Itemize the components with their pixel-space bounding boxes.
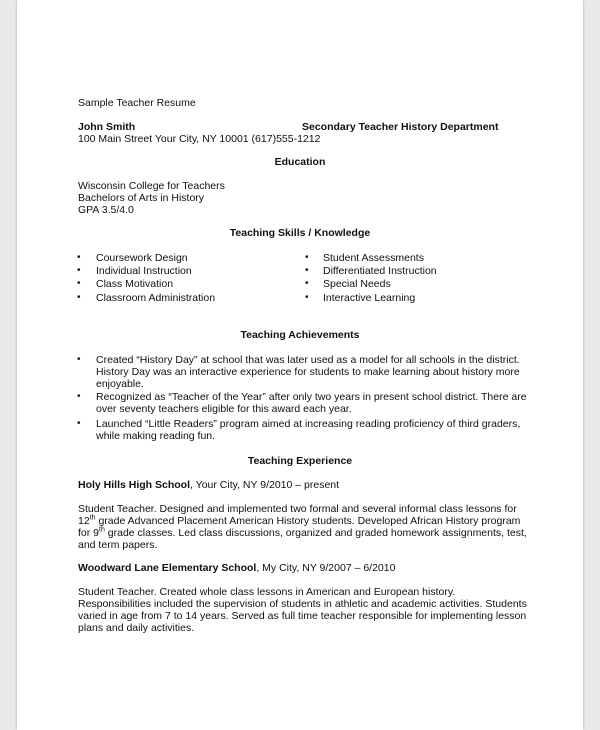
job-description-line: Responsibilities included the supervision of students in athletic and academic activities. Students	[78, 598, 527, 610]
skill-item: Student Assessments	[323, 252, 424, 264]
job-description-line: plans and daily activities.	[78, 622, 195, 634]
skill-item: Interactive Learning	[323, 292, 416, 304]
text-run: Student Teacher. Designed and implemented two formal and several informal class lessons for	[78, 503, 517, 515]
skill-item: Differentiated Instruction	[323, 265, 437, 277]
job-description-line	[78, 515, 520, 527]
achievement-line: over seventy teachers eligible for this award each year.	[96, 403, 352, 415]
school-name: Woodward Lane Elementary School	[78, 562, 257, 574]
achievement-line: Recognized as “Teacher of the Year” after only two years in present school district. There are	[96, 391, 527, 403]
achievement-line: while making reading fun.	[96, 430, 216, 442]
skill-item: Classroom Administration	[96, 292, 216, 304]
job-location-dates: , My City, NY 9/2007 – 6/2010	[256, 562, 396, 574]
job-header	[78, 562, 395, 574]
achievement-line: enjoyable.	[96, 378, 144, 390]
achievement-line: History Day was an interactive experience for students to make learning about history more	[96, 366, 520, 378]
text-run: grade classes. Led class discussions, organized and graded homework assignments, test,	[104, 527, 527, 539]
candidate-name: John Smith	[78, 121, 136, 133]
school-name: Holy Hills High School	[78, 479, 191, 491]
position-title: Secondary Teacher History Department	[302, 121, 499, 133]
bullet-icon: •	[77, 391, 81, 402]
education-heading: Education	[274, 156, 326, 168]
bullet-icon: •	[305, 278, 309, 289]
skill-item: Coursework Design	[96, 252, 188, 264]
job-header	[78, 479, 339, 491]
achievement-line: Launched “Little Readers” program aimed at increasing reading proficiency of third graders,	[96, 418, 521, 430]
bullet-icon: •	[77, 418, 81, 429]
bullet-icon: •	[77, 252, 81, 263]
job-location-dates: , Your City, NY 9/2010 – present	[190, 479, 340, 491]
ordinal-suffix: th	[99, 526, 105, 534]
bullet-icon: •	[77, 265, 81, 276]
bullet-icon: •	[77, 292, 81, 303]
job-description-line	[78, 527, 527, 539]
education-line: GPA 3.5/4.0	[78, 204, 134, 216]
skill-item: Special Needs	[323, 278, 391, 290]
text-run: grade Advanced Placement American History students. Developed African History program	[95, 515, 521, 527]
job-description-line	[78, 539, 157, 551]
education-line: Bachelors of Arts in History	[78, 192, 205, 204]
skill-item: Individual Instruction	[96, 265, 192, 277]
document-title: Sample Teacher Resume	[78, 97, 196, 109]
skills-heading: Teaching Skills / Knowledge	[229, 227, 371, 239]
bullet-icon: •	[305, 292, 309, 303]
job-description-line	[78, 503, 517, 515]
bullet-icon: •	[305, 265, 309, 276]
bullet-icon: •	[77, 278, 81, 289]
bullet-icon: •	[305, 252, 309, 263]
achievements-heading: Teaching Achievements	[240, 329, 360, 341]
contact-line: 100 Main Street Your City, NY 10001 (617)555-1212	[78, 133, 321, 145]
resume-page	[17, 0, 583, 730]
text-run: for 9	[78, 527, 100, 539]
job-description-line: Student Teacher. Created whole class lessons in American and European history.	[78, 586, 456, 598]
skill-item: Class Motivation	[96, 278, 174, 290]
experience-heading: Teaching Experience	[247, 455, 353, 467]
ordinal-suffix: th	[89, 514, 96, 522]
text-run: and term papers.	[78, 539, 158, 551]
education-line: Wisconsin College for Teachers	[78, 180, 225, 192]
text-run: 12	[78, 515, 90, 527]
job-description-line: varied in age from 7 to 14 years. Served as full time teacher responsible for implementing lesson	[78, 610, 527, 622]
bullet-icon: •	[77, 354, 81, 365]
achievement-line: Created “History Day” at school that was later used as a model for all schools in the district.	[96, 354, 520, 366]
